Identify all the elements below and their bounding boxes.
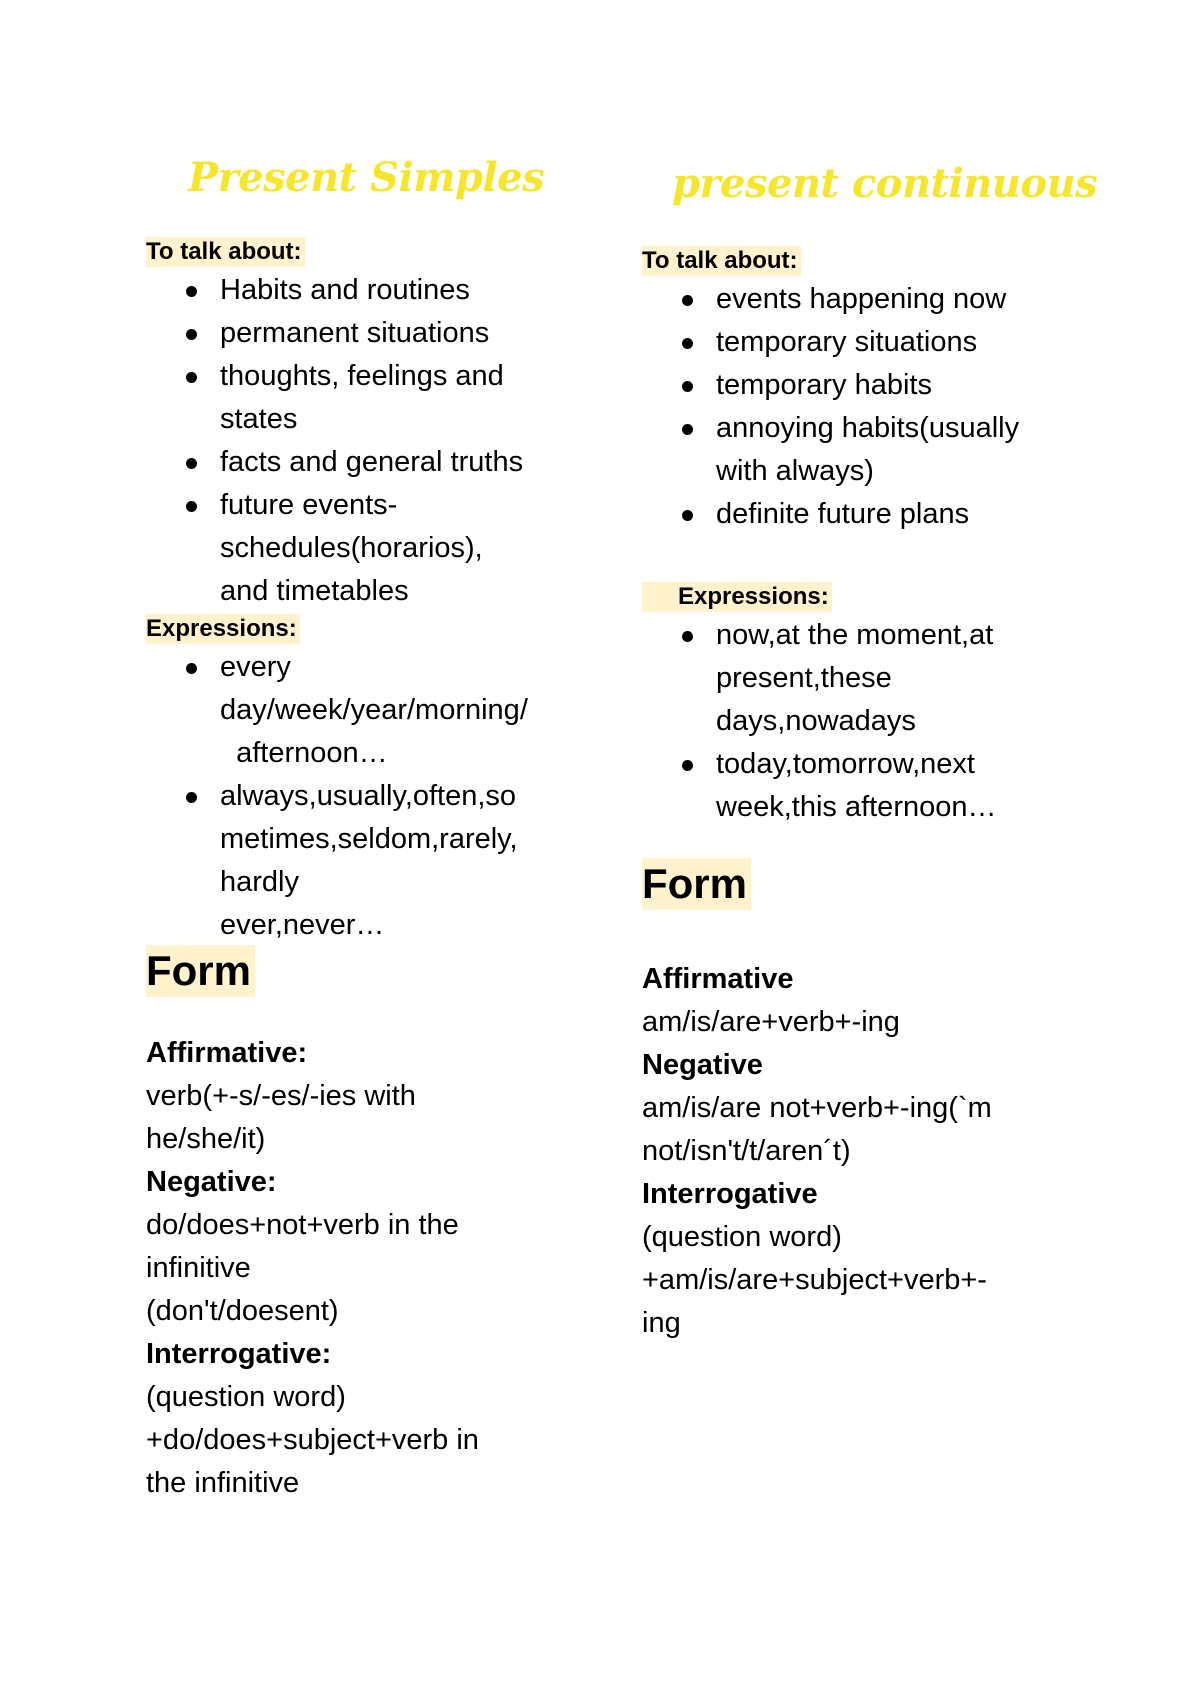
bullet-icon [682, 760, 693, 771]
form-heading: Form [642, 858, 751, 910]
interrogative-line: +do/does+subject+verb in [146, 1424, 479, 1456]
list-item-text: future events- [220, 489, 398, 521]
bullet-icon [186, 663, 197, 674]
list-item-text: days,nowadays [716, 705, 916, 737]
list-item [146, 441, 586, 484]
affirmative-label: Affirmative: [146, 1037, 308, 1069]
list-item-text: annoying habits(usually [716, 412, 1020, 444]
bullet-icon [186, 458, 197, 469]
list-item-text: hardly [220, 866, 299, 898]
list-item-text: temporary situations [716, 326, 978, 358]
list-item-text: today,tomorrow,next [716, 748, 975, 780]
list-item [642, 278, 1082, 321]
form-block [146, 1032, 586, 1505]
list-item-text: ever,never… [220, 909, 385, 941]
list-item [642, 493, 1082, 536]
present-simple-title: Present Simples [188, 154, 545, 201]
list-item-text: every [220, 651, 291, 683]
list-item [642, 743, 1082, 829]
affirmative-line: he/she/it) [146, 1123, 266, 1155]
list-item [642, 364, 1082, 407]
bullet-icon [682, 295, 693, 306]
negative-line: not/isn't/t/aren´t) [642, 1135, 851, 1167]
interrogative-label: Interrogative [642, 1178, 818, 1210]
negative-line: infinitive [146, 1252, 251, 1284]
list-item-text: schedules(horarios), [220, 532, 483, 564]
negative-label: Negative [642, 1049, 763, 1081]
list-item-text: and timetables [220, 575, 409, 607]
bullet-icon [682, 424, 693, 435]
list-item-text: events happening now [716, 283, 1007, 315]
negative-label: Negative: [146, 1166, 277, 1198]
interrogative-line: (question word) [642, 1221, 842, 1253]
expressions-list [642, 614, 1082, 829]
form-heading: Form [146, 945, 255, 997]
expressions-label: Expressions: [642, 582, 832, 612]
list-item [146, 312, 586, 355]
talk-about-list [146, 269, 586, 613]
bullet-icon [186, 286, 197, 297]
bullet-icon [682, 631, 693, 642]
list-item-text: now,at the moment,at [716, 619, 994, 651]
list-item-text: day/week/year/morning/ [220, 694, 528, 726]
bullet-icon [682, 338, 693, 349]
list-item-text: temporary habits [716, 369, 932, 401]
bullet-icon [186, 372, 197, 383]
list-item [642, 407, 1082, 493]
list-item-text: afternoon… [220, 737, 388, 769]
list-item-text: with always) [716, 455, 874, 487]
bullet-icon [186, 501, 197, 512]
list-item [146, 646, 586, 775]
list-item-text: facts and general truths [220, 446, 524, 478]
list-item [146, 269, 586, 312]
list-item-text: present,these [716, 662, 892, 694]
bullet-icon [186, 792, 197, 803]
list-item [642, 614, 1082, 743]
interrogative-line: +am/is/are+subject+verb+- [642, 1264, 987, 1296]
negative-line: am/is/are not+verb+-ing(`m [642, 1092, 992, 1124]
bullet-icon [682, 510, 693, 521]
talk-about-label: To talk about: [146, 237, 305, 267]
list-item-text: always,usually,often,so [220, 780, 517, 812]
expressions-list [146, 646, 586, 947]
affirmative-line: am/is/are+verb+-ing [642, 1006, 900, 1038]
list-item-text: permanent situations [220, 317, 490, 349]
list-item-text: thoughts, feelings and [220, 360, 504, 392]
form-block [642, 958, 1082, 1345]
list-item [146, 484, 586, 613]
present-continuous-title: present continuous [672, 160, 1098, 207]
interrogative-line: the infinitive [146, 1467, 300, 1499]
list-item-text: definite future plans [716, 498, 970, 530]
bullet-icon [682, 381, 693, 392]
list-item-text: states [220, 403, 298, 435]
talk-about-list [642, 278, 1082, 536]
list-item-text: Habits and routines [220, 274, 470, 306]
interrogative-line: (question word) [146, 1381, 346, 1413]
negative-line: (don't/doesent) [146, 1295, 339, 1327]
interrogative-line: ing [642, 1307, 681, 1339]
list-item-text: metimes,seldom,rarely, [220, 823, 518, 855]
bullet-icon [186, 329, 197, 340]
list-item [146, 355, 586, 441]
affirmative-line: verb(+-s/-es/-ies with [146, 1080, 416, 1112]
list-item [642, 321, 1082, 364]
negative-line: do/does+not+verb in the [146, 1209, 459, 1241]
expressions-label: Expressions: [146, 614, 300, 644]
list-item [146, 775, 586, 947]
affirmative-label: Affirmative [642, 963, 794, 995]
list-item-text: week,this afternoon… [716, 791, 997, 823]
talk-about-label: To talk about: [642, 246, 801, 276]
interrogative-label: Interrogative: [146, 1338, 332, 1370]
